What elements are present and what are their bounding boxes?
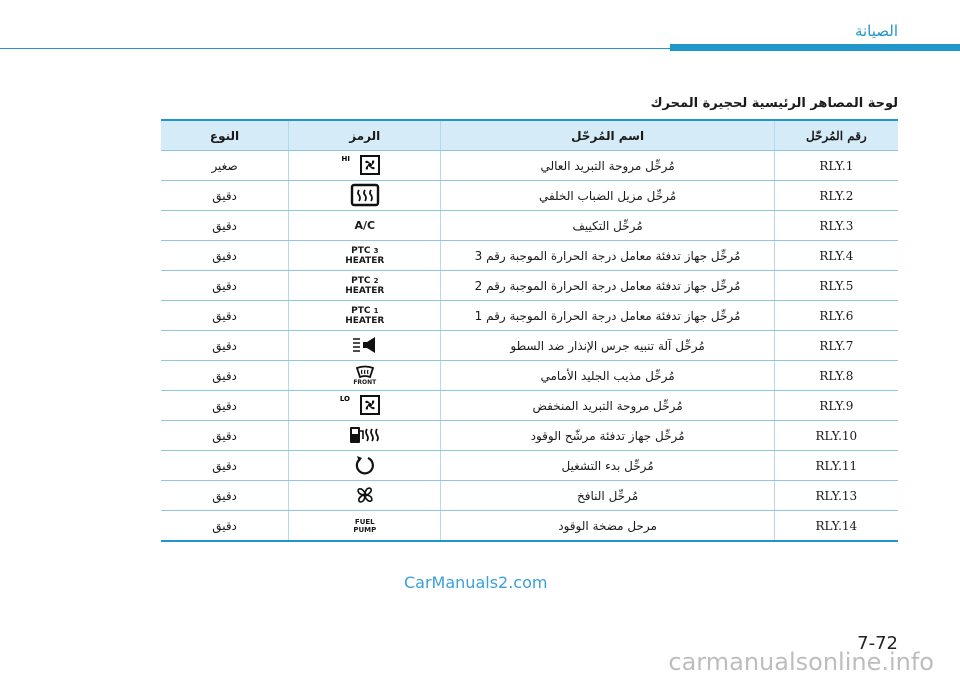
section-title: لوحة المصاهر الرئيسية لحجيرة المحرك [650,96,898,111]
fuel-filter-heater-icon [348,422,382,448]
relay-number: RLY.1 [774,151,898,181]
lo-label: LO [339,394,350,403]
table-row [161,241,898,271]
table-row [161,481,898,511]
table-row [161,451,898,481]
table-row [161,391,898,421]
relay-number: RLY.10 [774,421,898,451]
header-accent-bar [670,44,960,51]
relay-name: مُرحِّل مذيب الجليد الأمامي [441,361,774,391]
relay-name: مُرحِّل بدء التشغيل [441,451,774,481]
relay-name: مُرحِّل آلة تنبيه جرس الإنذار ضد السطو [441,331,774,361]
relay-number: RLY.9 [774,391,898,421]
relay-type: دقيق [161,241,289,271]
watermark: CarManuals2.com [404,573,548,592]
relay-table [161,119,898,542]
front-defroster-icon: FRONT [353,363,376,389]
chapter-title: الصيانة [854,22,898,40]
column-header-relay-name: اسم المُرحّل [441,120,774,151]
column-header-relay-number: رقم المُرحّل [774,120,898,151]
relay-name: مُرحِّل جهاز تدفئة معامل درجة الحرارة الموجبة رقم 3 [441,241,774,271]
table-row [161,151,898,181]
relay-type: دقيق [161,211,289,241]
ptc-heater-1-icon: $^1$ PTC HEATER [345,306,385,326]
relay-type: دقيق [161,301,289,331]
ptc-heater-2-icon: $^2$ PTC HEATER [345,276,385,296]
relay-name: مُرحِّل النافخ [441,481,774,511]
relay-name: مُرحِّل مزيل الضباب الخلفي [441,181,774,211]
relay-type: دقيق [161,181,289,211]
burglar-alarm-horn-icon [351,332,379,358]
relay-name: مُرحِّل جهاز تدفئة مرشّح الوقود [441,421,774,451]
table-row [161,181,898,211]
column-header-type: النوع [161,120,289,151]
relay-name: مرحل مضخة الوقود [441,511,774,542]
relay-type: دقيق [161,331,289,361]
blower-fan-icon [353,482,377,508]
relay-number: RLY.11 [774,451,898,481]
relay-number: RLY.4 [774,241,898,271]
relay-name: مُرحِّل مروحة التبريد المنخفض [441,391,774,421]
relay-number: RLY.7 [774,331,898,361]
relay-type: صغير [161,151,289,181]
column-header-symbol: الرمز [289,120,441,151]
fuel-pump-icon: FUEL PUMP [353,517,377,534]
relay-type: دقيق [161,271,289,301]
ac-icon: A/C [354,218,376,232]
hi-cooling-fan-icon [341,152,382,178]
lo-cooling-fan-icon [339,392,382,418]
relay-name: مُرحِّل جهاز تدفئة معامل درجة الحرارة الموجبة رقم 1 [441,301,774,331]
relay-number: RLY.5 [774,271,898,301]
header-rule [0,48,670,49]
relay-type: دقيق [161,361,289,391]
relay-name: مُرحِّل مروحة التبريد العالي [441,151,774,181]
table-row [161,421,898,451]
relay-type: دقيق [161,511,289,542]
table-row [161,511,898,542]
page-number: 7-72 [857,633,898,654]
relay-type: دقيق [161,451,289,481]
rear-defroster-icon [350,182,380,208]
start-icon [354,452,376,478]
relay-number: RLY.13 [774,481,898,511]
table-row [161,211,898,241]
ptc-heater-3-icon: $^3$ PTC HEATER [345,246,385,266]
table-row [161,331,898,361]
relay-name: مُرحِّل جهاز تدفئة معامل درجة الحرارة الموجبة رقم 2 [441,271,774,301]
relay-number: RLY.8 [774,361,898,391]
relay-number: RLY.6 [774,301,898,331]
relay-type: دقيق [161,421,289,451]
relay-number: RLY.14 [774,511,898,542]
footer-watermark: carmanualsonline.info [668,648,934,676]
table-header-row [161,120,898,151]
table-row [161,271,898,301]
relay-type: دقيق [161,391,289,421]
relay-number: RLY.2 [774,181,898,211]
relay-number: RLY.3 [774,211,898,241]
table-row [161,301,898,331]
table-row [161,361,898,391]
relay-type: دقيق [161,481,289,511]
hi-label: HI [341,154,350,163]
relay-name: مُرحِّل التكييف [441,211,774,241]
